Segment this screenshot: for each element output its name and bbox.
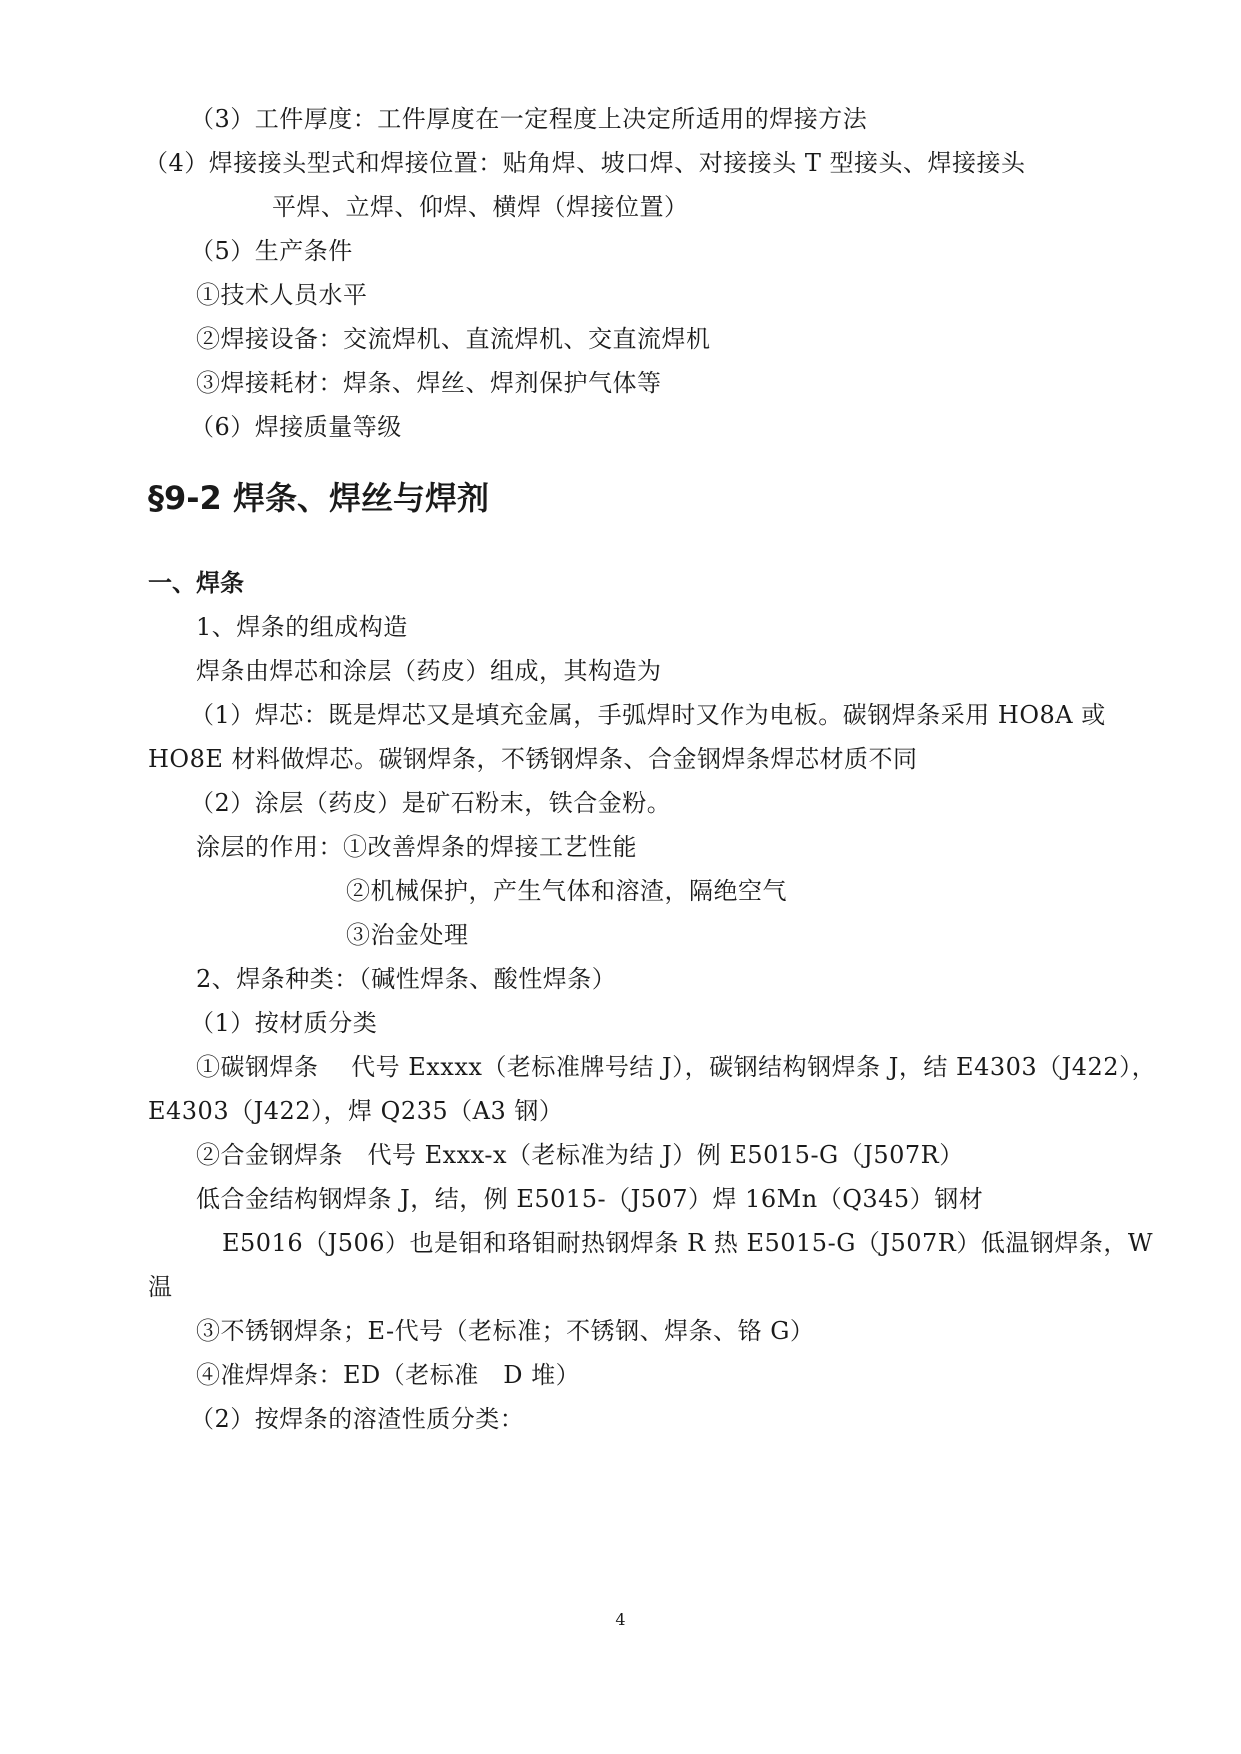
text-line: ③治金处理 [346, 921, 469, 949]
text-line: HO8E 材料做焊芯。碳钢焊条，不锈钢焊条、合金钢焊条焊芯材质不同 [148, 745, 918, 773]
text-line: 低合金结构钢焊条 J，结，例 E5015-（J507）焊 16Mn（Q345）钢材 [196, 1185, 984, 1213]
page-number: 4 [615, 1610, 626, 1629]
text-line: ③不锈钢焊条；E-代号（老标准；不锈钢、焊条、铬 G） [196, 1317, 815, 1345]
subsection-heading: 一、焊条 [148, 569, 244, 597]
text-line: 温 [148, 1273, 173, 1301]
text-line: （2）涂层（药皮）是矿石粉末，铁合金粉。 [190, 789, 672, 817]
text-line: （1）焊芯：既是焊芯又是填充金属，手弧焊时又作为电板。碳钢焊条采用 HO8A 或 [190, 701, 1106, 729]
text-line: （2）按焊条的溶渣性质分类： [190, 1405, 525, 1433]
text-line: ②焊接设备：交流焊机、直流焊机、交直流焊机 [196, 325, 711, 353]
text-line: 平焊、立焊、仰焊、横焊（焊接位置） [272, 193, 689, 221]
text-line: ④准焊焊条：ED（老标准 D 堆） [196, 1361, 581, 1389]
text-line: （4）焊接接头型式和焊接位置：贴角焊、坡口焊、对接接头 T 型接头、焊接接头 [144, 149, 1026, 177]
text-line: ①碳钢焊条 代号 Exxxx（老标准牌号结 J），碳钢结构钢焊条 J，结 E4303（J422）， [196, 1053, 1157, 1081]
text-line: E5016（J506）也是钼和珞钼耐热钢焊条 R 热 E5015-G（J507R）低温钢焊条，W [222, 1229, 1154, 1257]
text-line: （3）工件厚度：工件厚度在一定程度上决定所适用的焊接方法 [190, 105, 868, 133]
text-line: 2、焊条种类：（碱性焊条、酸性焊条） [196, 965, 617, 993]
text-line: （1）按材质分类 [190, 1009, 378, 1037]
text-line: ②合金钢焊条 代号 Exxx-x（老标准为结 J）例 E5015-G（J507R） [196, 1141, 964, 1169]
section-heading: §9-2 焊条、焊丝与焊剂 [148, 479, 489, 517]
text-line: ①技术人员水平 [196, 281, 368, 309]
text-line: 1、焊条的组成构造 [196, 613, 408, 641]
text-line: 焊条由焊芯和涂层（药皮）组成，其构造为 [196, 657, 662, 685]
text-line: ②机械保护，产生气体和溶渣，隔绝空气 [346, 877, 787, 905]
text-line: 涂层的作用：①改善焊条的焊接工艺性能 [196, 833, 637, 861]
text-line: ③焊接耗材：焊条、焊丝、焊剂保护气体等 [196, 369, 662, 397]
text-line: （5）生产条件 [190, 237, 353, 265]
text-line: E4303（J422），焊 Q235（A3 钢） [148, 1097, 564, 1125]
text-line: （6）焊接质量等级 [190, 413, 402, 441]
